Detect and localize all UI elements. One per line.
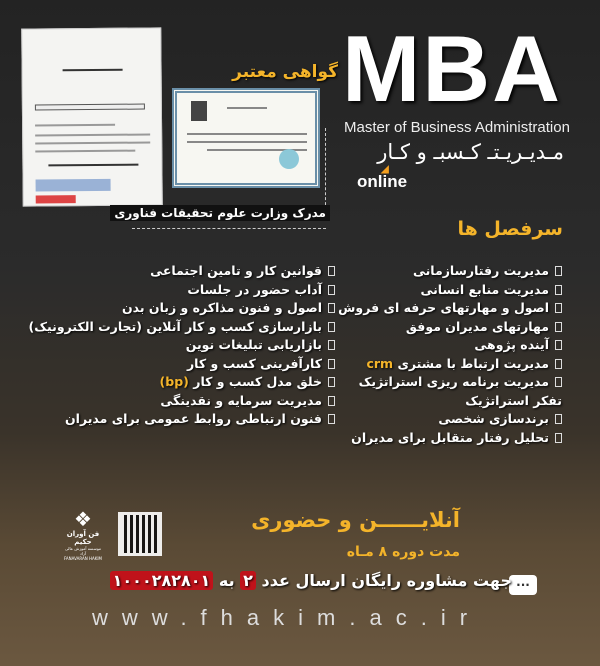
checkbox-icon: [555, 359, 562, 369]
checkbox-icon: [328, 340, 335, 350]
checkbox-icon: [328, 396, 335, 406]
page-title: MBA: [342, 16, 563, 121]
syllabus-item-label: تفکر استراتژیک: [465, 392, 562, 408]
syllabus-item-label: مدیریت منابع انسانی: [420, 281, 549, 297]
message-icon: ...: [509, 575, 537, 595]
checkbox-icon: [328, 322, 335, 332]
syllabus-item: [15, 410, 335, 429]
syllabus-item-label: اصول و مهارتهای حرفه ای فروش: [338, 300, 549, 315]
syllabus-item-label: قوانین کار و تامین اجتماعی: [150, 263, 322, 278]
syllabus-item: [15, 373, 335, 392]
sms-text: جهت مشاوره رایگان ارسال عدد: [261, 571, 512, 590]
syllabus-item: [302, 392, 562, 411]
syllabus-list-left: [15, 262, 335, 429]
syllabus-item-highlight: crm: [366, 355, 394, 371]
sms-to: به: [218, 571, 235, 590]
syllabus-item-label: خلق مدل کسب و کار: [193, 374, 322, 389]
syllabus-item-label: برندسازی شخصی: [438, 411, 549, 426]
website-link[interactable]: www.fhakim.ac.ir: [92, 605, 482, 630]
checkbox-icon: [555, 433, 562, 443]
course-duration: مدت دوره ۸ مـاه: [346, 544, 460, 560]
syllabus-item-highlight: (bp): [159, 374, 189, 389]
syllabus-item-label: بازاریابی تبلیغات نوین: [185, 337, 322, 352]
syllabus-item: [15, 336, 335, 355]
syllabus-item: [302, 299, 562, 318]
syllabus-item-label: آداب حضور در جلسات: [187, 281, 322, 297]
checkbox-icon: [328, 285, 335, 295]
syllabus-item-label: اصول و فنون مذاکره و زبان بدن: [122, 300, 322, 315]
syllabus-item: [15, 281, 335, 300]
syllabus-title: سرفصل ها: [457, 218, 563, 240]
translation-certificate-image: [21, 27, 163, 206]
syllabus-item: [302, 410, 562, 429]
logo-subtitle: موسسه آموزش عالی آزاد: [64, 546, 102, 556]
checkbox-icon: [328, 359, 335, 369]
page-title-fa: مـدیـریـتـ کـسبـ و کـار: [377, 140, 564, 164]
wifi-icon: ◢: [381, 164, 389, 175]
syllabus-item: [302, 281, 562, 300]
institute-logo: [62, 508, 104, 561]
sms-number: ۱۰۰۰۲۸۲۸۰۱: [110, 571, 214, 590]
syllabus-item: [15, 262, 335, 281]
syllabus-item: [15, 299, 335, 318]
checkbox-icon: [328, 266, 335, 276]
syllabus-item-label: آینده پژوهی: [474, 337, 549, 352]
page-subtitle: Master of Business Administration: [344, 119, 570, 136]
syllabus-item: [302, 373, 562, 392]
syllabus-item-label: مدیریت برنامه ریزی استراتژیک: [358, 374, 549, 389]
sms-digit: ۲: [240, 571, 256, 590]
checkbox-icon: [328, 414, 335, 424]
book-icon: ❖: [74, 507, 92, 531]
checkbox-icon: [555, 414, 562, 424]
checkbox-icon: [328, 377, 335, 387]
divider: [325, 128, 326, 210]
logo-name: فن آوران حکیم: [66, 530, 100, 546]
syllabus-item: [302, 355, 562, 374]
checkbox-icon: [555, 266, 562, 276]
syllabus-item-label: مهارتهای مدیران موفق: [405, 318, 549, 334]
logo-english: FANAVARAN HAKIM: [64, 556, 102, 561]
course-mode: آنلایــــــن و حضوری: [251, 508, 460, 532]
syllabus-list-right: [302, 262, 562, 447]
divider: [132, 228, 326, 229]
checkbox-icon: [328, 303, 335, 313]
syllabus-item: [15, 355, 335, 374]
certificate-caption: مدرک وزارت علوم تحقیقات فناوری: [110, 205, 330, 221]
certificate-title: گواهی معتبر: [232, 62, 338, 82]
syllabus-item: [15, 392, 335, 411]
syllabus-item-label: فنون ارتباطی روابط عمومی برای مدیران: [64, 411, 322, 426]
checkbox-icon: [555, 340, 562, 350]
sms-consultation: [110, 571, 512, 590]
syllabus-item: [302, 429, 562, 448]
syllabus-item-label: مدیریت رفتارسازمانی: [412, 263, 549, 278]
online-label: online: [357, 172, 408, 191]
syllabus-item: [302, 336, 562, 355]
online-badge: [357, 164, 408, 192]
syllabus-item-label: مدیریت ارتباط با مشتری: [397, 355, 549, 371]
ministry-certificate-image: [172, 88, 320, 188]
syllabus-item-label: تحلیل رفتار متقابل برای مدیران: [351, 429, 549, 445]
checkbox-icon: [555, 303, 562, 313]
checkbox-icon: [555, 322, 562, 332]
syllabus-item-label: بازارسازی کسب و کار آنلاین (تجارت الکترونیک): [28, 318, 322, 334]
syllabus-item: [15, 318, 335, 337]
syllabus-item: [302, 318, 562, 337]
checkbox-icon: [555, 377, 562, 387]
syllabus-item: [302, 262, 562, 281]
syllabus-item-label: مدیریت سرمایه و نقدینگی: [160, 392, 322, 408]
qr-code[interactable]: [118, 512, 162, 556]
syllabus-item-label: کارآفرینی کسب و کار: [186, 355, 322, 371]
checkbox-icon: [555, 285, 562, 295]
